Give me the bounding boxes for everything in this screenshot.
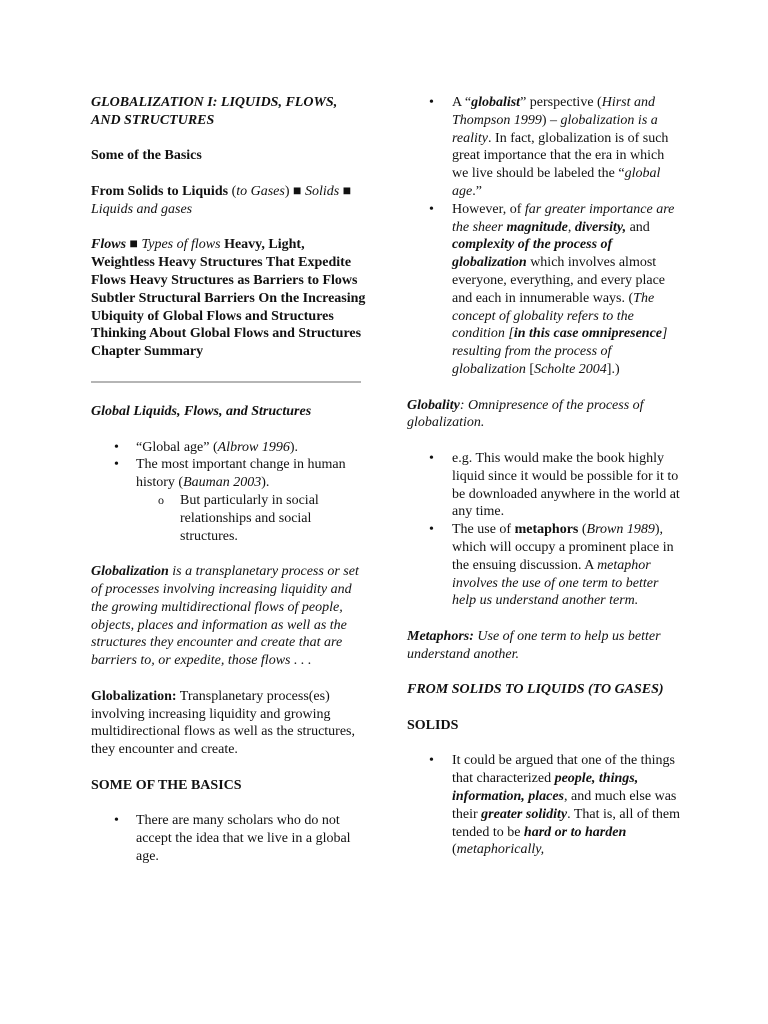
toc-flows: Flows ■ Types of flows Heavy, Light, Weightless Heavy Structures That Expedite Flows Heavy Structures as Barriers to Flows Subtler Structural Barriers On the Increasing Ubiquity of Global Flows and Structures Thinking About Global Flows and Structures Chapter Summary	[91, 237, 366, 360]
section-heading: Global Liquids, Flows, and Structures	[91, 403, 312, 419]
toc-solids: From Solids to Liquids (to Gases) ■ Solids ■ Liquids and gases	[91, 183, 352, 217]
sub-list-item: o But particularly in social relationships and social structures.	[91, 492, 369, 545]
square-bullet-icon: ■	[342, 183, 352, 199]
solids-heading: SOLIDS	[407, 717, 459, 733]
list-item: • A “globalist” perspective (Hirst and Thompson 1999) – globalization is a reality. In fact, globalization is of such great importance that the era in which we live should be labeled the “global age.”	[407, 94, 682, 201]
square-bullet-icon: ■	[293, 183, 302, 199]
metaphors-definition: Metaphors: Use of one term to help us better understand another.	[407, 628, 661, 662]
list-item: • “Global age” (Albrow 1996).	[91, 439, 369, 457]
square-bullet-icon: ■	[129, 237, 138, 253]
list-item: • There are many scholars who do not accept the idea that we live in a global age.	[91, 812, 369, 865]
list-item: • However, of far greater importance are the sheer magnitude, diversity, and complexity of the process of globalization which involves almost everyone, everything, and every place and each in innumerable ways. (The concept of globality refers to the condition [in this case omnipresence] resulting from the process of globalization [Scholte 2004].)	[407, 201, 682, 379]
bullet-list	[91, 812, 369, 865]
basics-caps-heading: SOME OF THE BASICS	[91, 777, 242, 793]
bullet-list	[407, 450, 682, 610]
document-title: GLOBALIZATION I: LIQUIDS, FLOWS, AND STRUCTURES	[91, 95, 338, 128]
list-item: • The most important change in human history (Bauman 2003).	[91, 456, 369, 492]
list-item: • e.g. This would make the book highly liquid since it would be possible for it to be downloaded anywhere in the world at any time.	[407, 450, 682, 521]
bullet-list	[407, 94, 682, 379]
basics-heading: Some of the Basics	[91, 148, 202, 164]
solids-liquids-heading: FROM SOLIDS TO LIQUIDS (TO GASES)	[407, 682, 664, 698]
sub-bullet-list	[91, 492, 369, 545]
list-item: • It could be argued that one of the things that characterized people, things, information, places, and much else was their greater solidity. That is, all of them tended to be hard or to harden (metaphorically,	[407, 752, 682, 859]
right-column	[407, 94, 682, 859]
bullet-list	[407, 752, 682, 859]
bullet-list	[91, 439, 369, 492]
globality-definition: Globality: Omnipresence of the process of globalization.	[407, 397, 644, 431]
list-item: • The use of metaphors (Brown 1989), which will occupy a prominent place in the ensuing discussion. A metaphor involves the use of one term to better help us understand another term.	[407, 521, 682, 610]
globalization-definition: Globalization is a transplanetary process or set of processes involving increasing liquidity and the growing multidirectional flows of people, objects, places and information as well as the structures they encounter and create that are barriers to, or expedite, those flows . . .	[91, 564, 359, 669]
left-column	[91, 94, 369, 866]
globalization-summary: Globalization: Transplanetary process(es) involving increasing liquidity and growing multidirectional flows as well as the structures, they encounter and create.	[91, 688, 355, 758]
